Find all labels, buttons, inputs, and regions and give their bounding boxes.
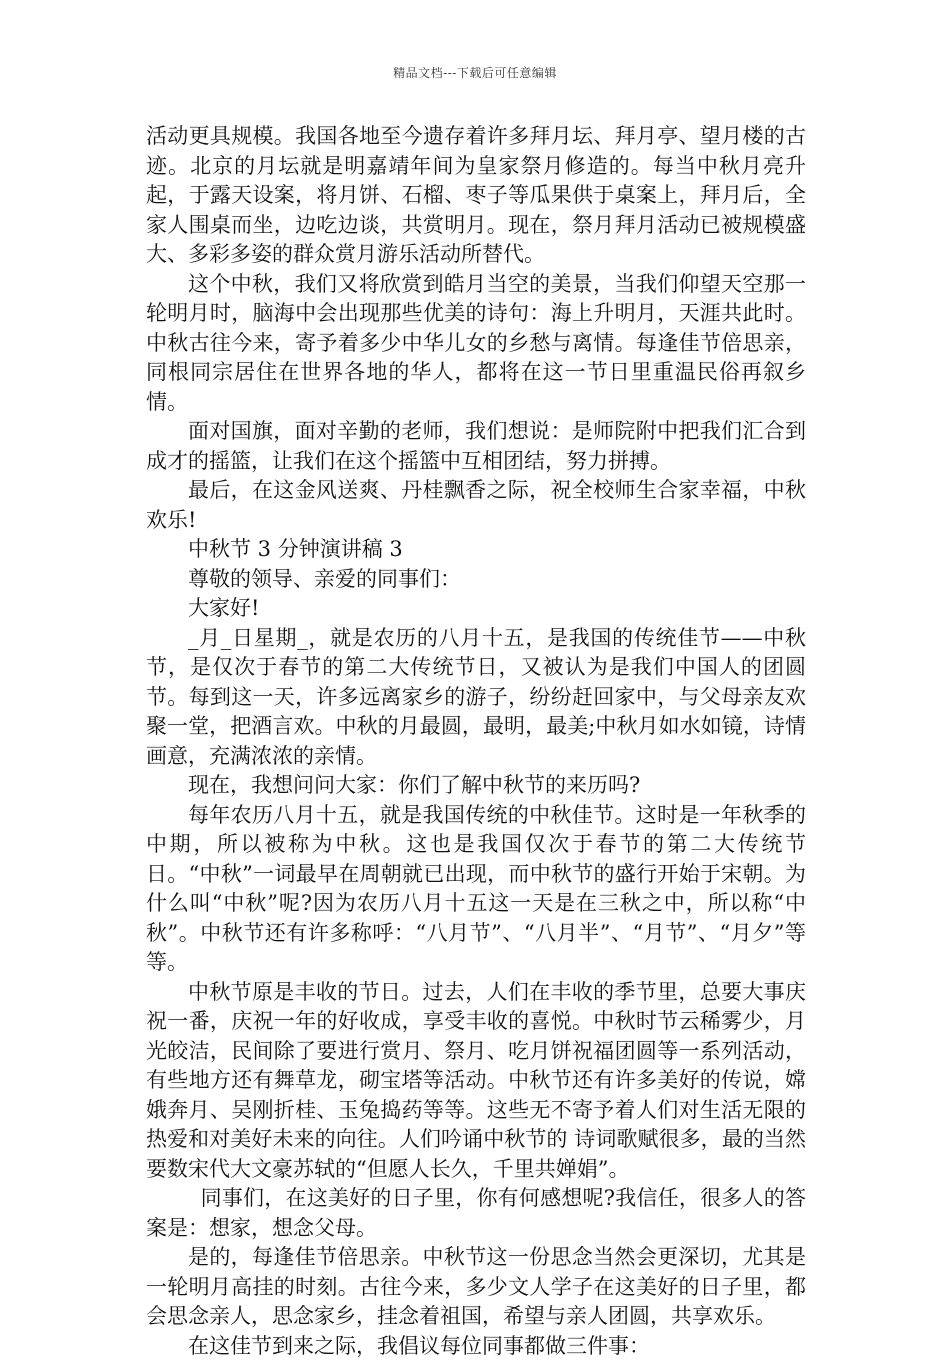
salutation: 尊敬的领导、亲爱的同事们： (146, 565, 806, 595)
paragraph: 面对国旗，面对辛勤的老师，我们想说：是师院附中把我们汇合到成才的摇篮，让我们在这个摇篮中互相团结，努力拼搏。 (146, 417, 806, 476)
paragraph: 这个中秋，我们又将欣赏到皓月当空的美景，当我们仰望天空那一轮明月时，脑海中会出现那些优美的诗句：海上升明月，天涯共此时。中秋古往今来，寄予着多少中华儿女的乡愁与离情。每逢佳节倍思亲，同根同宗居住在世界各地的华人，都将在这一节日里重温民俗再叙乡情。 (146, 270, 806, 418)
paragraph: 中秋节原是丰收的节日。过去，人们在丰收的季节里，总要大事庆祝一番，庆祝一年的好收成，享受丰收的喜悦。中秋时节云稀雾少，月光皎洁，民间除了要进行赏月、祭月、吃月饼祝福团圆等一系列活动，有些地方还有舞草龙，砌宝塔等活动。中秋节还有许多美好的传说，嫦娥奔月、吴刚折桂、玉兔捣药等等。这些无不寄予着人们对生活无限的热爱和对美好未来的向往。人们吟诵中秋节的 诗词歌赋很多，最的当然要数宋代大文豪苏轼的“但愿人长久，千里共婵娟”。 (146, 978, 806, 1185)
paragraph: 每年农历八月十五，就是我国传统的中秋佳节。这时是一年秋季的中期，所以被称为中秋。这也是我国仅次于春节的第二大传统节日。“中秋”一词最早在周朝就已出现，而中秋节的盛行开始于宋朝。为什么叫“中秋”呢?因为农历八月十五这一天是在三秋之中，所以称“中秋”。中秋节还有许多称呼：“八月节”、“八月半”、“月节”、“月夕”等等。 (146, 801, 806, 978)
paragraph: 是的，每逢佳节倍思亲。中秋节这一份思念当然会更深切，尤其是一轮明月高挂的时刻。古往今来，多少文人学子在这美好的日子里，都会思念亲人，思念家乡，挂念着祖国，希望与亲人团圆，共享欢乐。 (146, 1243, 806, 1332)
paragraph: _月_日星期_，就是农历的八月十五，是我国的传统佳节——中秋节，是仅次于春节的第二大传统节日，又被认为是我们中国人的团圆节。每到这一天，许多远离家乡的游子，纷纷赶回家中，与父母亲友欢聚一堂，把酒言欢。中秋的月最圆，最明，最美;中秋月如水如镜，诗情画意，充满浓浓的亲情。 (146, 624, 806, 772)
greeting: 大家好! (146, 594, 806, 624)
paragraph: 在这佳节到来之际，我倡议每位同事都做三件事： (146, 1332, 806, 1361)
document-body (146, 122, 806, 1361)
page-header: 精品文档---下载后可任意编辑 (0, 64, 950, 81)
paragraph: 活动更具规模。我国各地至今遗存着许多拜月坛、拜月亭、望月楼的古迹。北京的月坛就是明嘉靖年间为皇家祭月修造的。每当中秋月亮升起，于露天设案，将月饼、石榴、枣子等瓜果供于桌案上，拜月后，全家人围桌而坐，边吃边谈，共赏明月。现在，祭月拜月活动已被规模盛大、多彩多姿的群众赏月游乐活动所替代。 (146, 122, 806, 270)
paragraph: 同事们，在这美好的日子里，你有何感想呢?我信任，很多人的答案是：想家，想念父母。 (146, 1184, 806, 1243)
section-title: 中秋节 3 分钟演讲稿 3 (146, 535, 806, 565)
paragraph: 最后，在这金风送爽、丹桂飘香之际，祝全校师生合家幸福，中秋欢乐! (146, 476, 806, 535)
paragraph: 现在，我想问问大家：你们了解中秋节的来历吗? (146, 771, 806, 801)
